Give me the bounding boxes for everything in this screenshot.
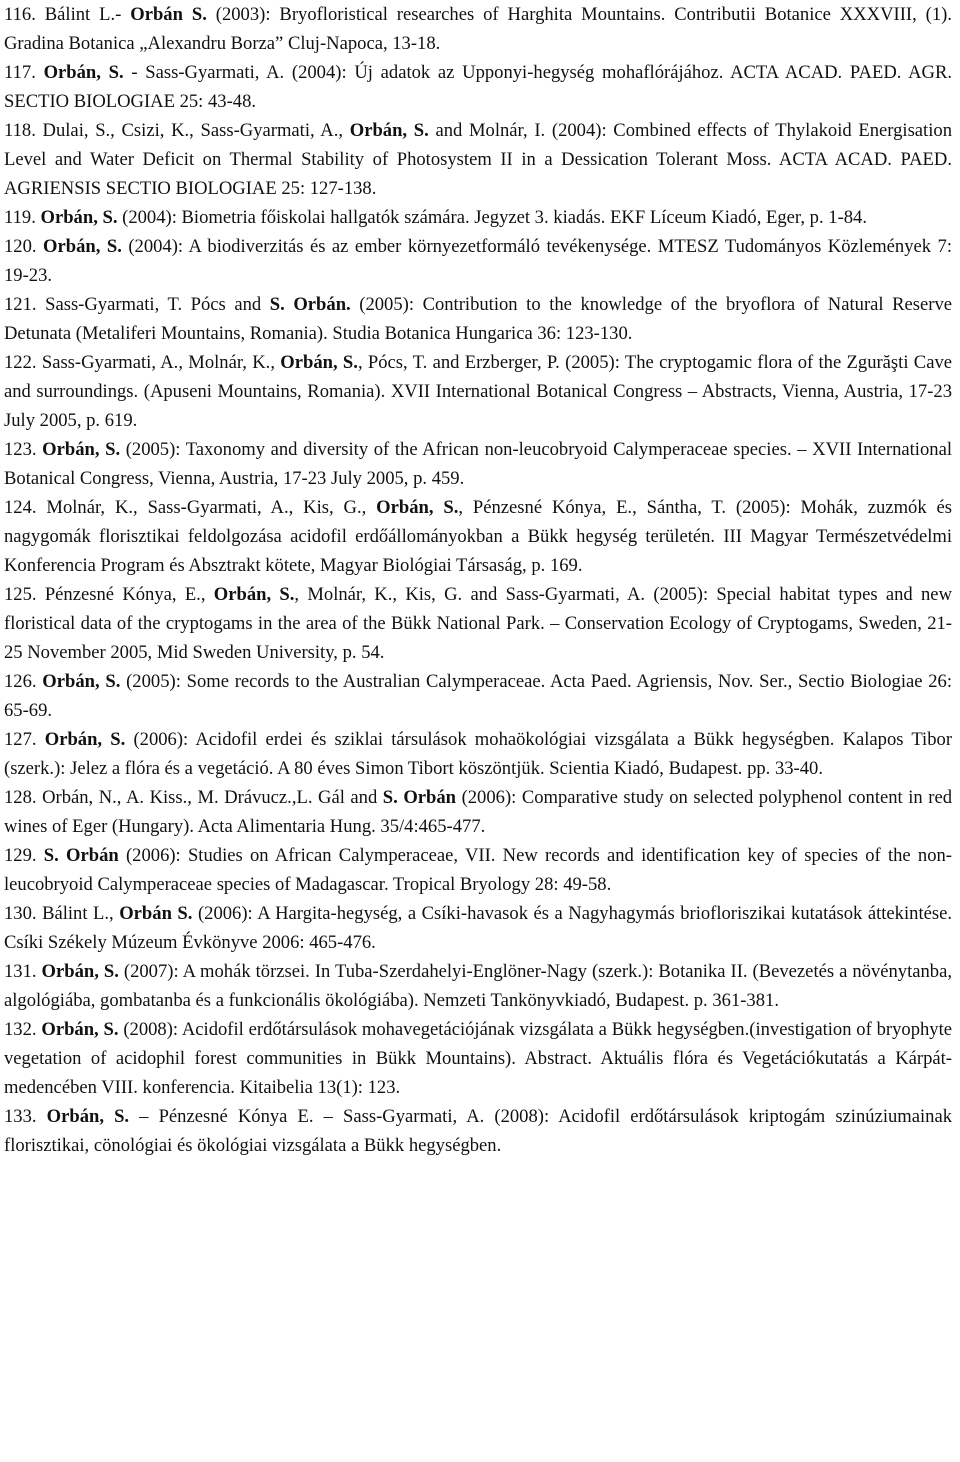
reference-entry xyxy=(4,580,952,667)
reference-text: – Pénzesné Kónya E. – Sass-Gyarmati, A. (2008): Acidofil erdőtársulások kriptogám szinúziumainak florisztikai, cönológiai és ökológiai vizsgálata a Bükk hegységben. xyxy=(4,1106,953,1156)
author-highlight: Orbán, S. xyxy=(43,236,122,257)
author-highlight: Orbán, S. xyxy=(213,584,295,605)
reference-entry xyxy=(4,1015,952,1102)
reference-entry xyxy=(4,232,952,290)
reference-entry xyxy=(4,435,952,493)
reference-text: 119. xyxy=(4,207,41,228)
reference-text: (2004): A biodiverzitás és az ember környezetformáló tevékenysége. MTESZ Tudományos Közlemények 7: 19-23. xyxy=(4,236,953,286)
author-highlight: Orbán, S. xyxy=(41,1019,119,1040)
reference-text: (2007): A mohák törzsei. In Tuba-Szerdahelyi-Englöner-Nagy (szerk.): Botanika II. (Bevezetés a növénytanba, algológiába, gombatanba és a funkcionális ökológiába). Nemzeti Tankönyvkiadó, Budapest. p. 361-381. xyxy=(4,961,953,1011)
author-highlight: S. Orbán xyxy=(43,845,119,866)
reference-entry xyxy=(4,348,952,435)
reference-text: (2005): Some records to the Australian Calymperaceae. Acta Paed. Agriensis, Nov. Ser., Sectio Biologiae 26: 65-69. xyxy=(4,671,953,721)
reference-entry xyxy=(4,783,952,841)
reference-entry xyxy=(4,290,952,348)
reference-text: 116. Bálint L.- xyxy=(4,4,131,25)
reference-text: (2004): Biometria főiskolai hallgatók számára. Jegyzet 3. kiadás. EKF Líceum Kiadó, Eger, p. 1-84. xyxy=(117,207,867,228)
reference-text: 125. Pénzesné Kónya, E., xyxy=(4,584,214,605)
reference-entry xyxy=(4,58,952,116)
reference-text: (2006): Acidofil erdei és sziklai társulások mohaökológiai vizsgálata a Bükk hegységben. Kalapos Tibor (szerk.): Jelez a flóra és a vegetáció. A 80 éves Simon Tibort köszöntjük. Scientia Kiadó, Budapest. pp. 33-40. xyxy=(4,729,953,779)
reference-entry xyxy=(4,493,952,580)
reference-text: and Molnár, I. (2004): Combined effects of Thylakoid Energisation Level and Water Deficit on Thermal Stability of Photosystem II in a Dessication Tolerant Moss. ACTA ACAD. PAED. AGRIENSIS SECTIO BIOLOGIAE 25: 127-138. xyxy=(4,120,952,199)
reference-text: (2006): A Hargita-hegység, a Csíki-havasok és a Nagyhagymás briofloriszikai kutatások áttekintése. Csíki Székely Múzeum Évkönyve 2006: 465-476. xyxy=(4,903,952,953)
author-highlight: Orbán, S. xyxy=(280,352,358,373)
reference-entry xyxy=(4,725,952,783)
reference-text: (2008): Acidofil erdőtársulások mohavegetációjának vizsgálata a Bükk hegységben.(investigation of bryophyte vegetation of acidophil forest communities in Bükk Mountains). Abstract. Aktuális flóra és Vegetációkutatás a Kárpát-medencében VIII. konferencia. Kitaibelia 13(1): 123. xyxy=(4,1019,953,1098)
reference-text: 126. xyxy=(4,671,43,692)
reference-text: 118. Dulai, S., Csizi, K., Sass-Gyarmati, A., xyxy=(4,120,350,141)
reference-text: 133. xyxy=(4,1106,47,1127)
reference-text: 124. Molnár, K., Sass-Gyarmati, A., Kis, G., xyxy=(4,497,377,518)
reference-entry xyxy=(4,116,952,203)
reference-entry xyxy=(4,203,952,232)
reference-text: 129. xyxy=(4,845,44,866)
reference-text: 122. Sass-Gyarmati, A., Molnár, K., xyxy=(4,352,281,373)
author-highlight: Orbán, S. xyxy=(44,729,126,750)
author-highlight: Orbán, S. xyxy=(41,961,119,982)
reference-text: (2005): Taxonomy and diversity of the African non-leucobryoid Calymperaceae species. – XVII International Botanical Congress, Vienna, Austria, 17-23 July 2005, p. 459. xyxy=(4,439,952,489)
reference-entry xyxy=(4,1102,952,1160)
reference-text: 127. xyxy=(4,729,45,750)
reference-text: 123. xyxy=(4,439,43,460)
reference-list xyxy=(4,0,952,1160)
author-highlight: Orbán, S. xyxy=(42,439,121,460)
reference-text: 132. xyxy=(4,1019,42,1040)
reference-text: , Pénzesné Kónya, E., Sántha, T. (2005): Mohák, zuzmók és nagygomák florisztikai feldolgozása acidofil erdőállományokban a Bükk hegység területén. III Magyar Természetvédelmi Konferencia Program és Absztrakt kötete, Magyar Biológiai Társaság, p. 169. xyxy=(4,497,952,576)
reference-text: 128. Orbán, N., A. Kiss., M. Drávucz.,L. Gál and xyxy=(4,787,383,808)
reference-text: 131. xyxy=(4,961,42,982)
reference-entry xyxy=(4,841,952,899)
reference-text: , Pócs, T. and Erzberger, P. (2005): The cryptogamic flora of the Zgurăşti Cave and surroundings. (Apuseni Mountains, Romania). XVII International Botanical Congress – Abstracts, Vienna, Austria, 17-23 July 2005, p. 619. xyxy=(4,352,953,431)
reference-text: (2005): Contribution to the knowledge of the bryoflora of Natural Reserve Detunata (Metaliferi Mountains, Romania). Studia Botanica Hungarica 36: 123-130. xyxy=(4,294,953,344)
reference-text: , Molnár, K., Kis, G. and Sass-Gyarmati, A. (2005): Special habitat types and new floristical data of the cryptogams in the area of the Bükk National Park. – Conservation Ecology of Cryptogams, Sweden, 21-25 November 2005, Mid Sweden University, p. 54. xyxy=(4,584,952,663)
reference-text: - Sass-Gyarmati, A. (2004): Új adatok az Upponyi-hegység mohaflórájához. ACTA ACAD. PAED. AGR. SECTIO BIOLOGIAE 25: 43-48. xyxy=(4,62,953,112)
reference-entry xyxy=(4,899,952,957)
author-highlight: Orbán, S. xyxy=(46,1106,130,1127)
reference-text: 117. xyxy=(4,62,44,83)
reference-text: (2006): Comparative study on selected polyphenol content in red wines of Eger (Hungary). Acta Alimentaria Hung. 35/4:465-477. xyxy=(4,787,953,837)
reference-entry xyxy=(4,0,952,58)
author-highlight: Orbán, S. xyxy=(40,207,118,228)
reference-text: 121. Sass-Gyarmati, T. Pócs and xyxy=(4,294,270,315)
reference-text: (2006): Studies on African Calymperaceae, VII. New records and identification key of species of the non-leucobryoid Calymperaceae species of Madagascar. Tropical Bryology 28: 49-58. xyxy=(4,845,952,895)
author-highlight: Orbán S. xyxy=(119,903,193,924)
reference-text: (2003): Bryofloristical researches of Harghita Mountains. Contributii Botanice XXXVIII, (1). Gradina Botanica „Alexandru Borza” Cluj-Napoca, 13-18. xyxy=(4,4,952,54)
reference-entry xyxy=(4,667,952,725)
author-highlight: Orbán, S. xyxy=(376,497,459,518)
author-highlight: Orbán, S. xyxy=(349,120,429,141)
author-highlight: Orbán S. xyxy=(130,4,207,25)
reference-entry xyxy=(4,957,952,1015)
author-highlight: S. Orbán xyxy=(382,787,457,808)
author-highlight: Orbán, S. xyxy=(43,62,124,83)
reference-text: 130. Bálint L., xyxy=(4,903,120,924)
author-highlight: S. Orbán. xyxy=(269,294,351,315)
reference-text: 120. xyxy=(4,236,44,257)
author-highlight: Orbán, S. xyxy=(42,671,121,692)
